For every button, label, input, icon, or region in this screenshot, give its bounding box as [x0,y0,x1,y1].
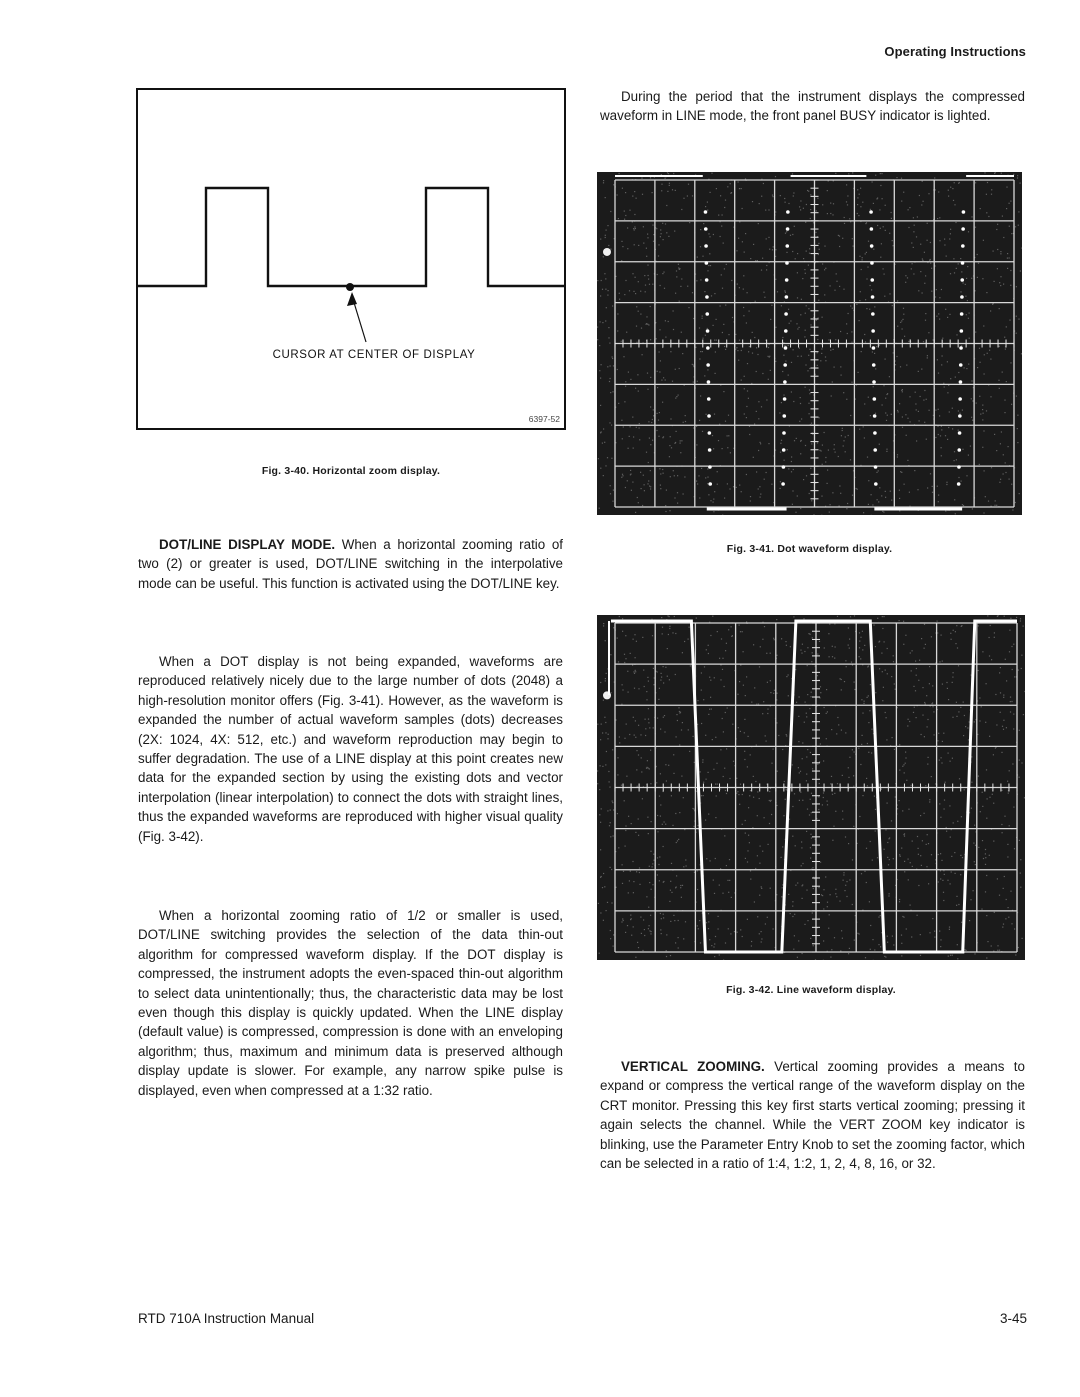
waveform-dot [871,312,875,316]
waveform-dot [959,346,963,350]
figure-caption-3-42: Fig. 3-42. Line waveform display. [726,984,896,996]
waveform-dot [873,448,877,452]
waveform-dot [958,431,962,435]
waveform-dot [705,312,709,316]
paragraph-text: Vertical zooming provides a means to expand or compress the vertical range of the waveform display on the CRT monitor. Pressing this key first starts vertical zooming; pressing it again selects the channel. While the VERT ZOOM key indicator is blinking, use the Parameter Entry Knob to set the zooming factor, which can be selected in a ratio of 1:4, 1:2, 1, 2, 4, 8, 16, or 32. [600,1059,1025,1172]
waveform-dot [957,448,961,452]
waveform-dot [961,261,965,265]
waveform-dot [708,431,712,435]
paragraph-text: When a DOT display is not being expanded, waveforms are reproduced relatively nicely due to the large number of dots (2048) a high-resolution monitor offers (Fig. 3-41). However, as the waveform is expanded the number of actual waveform samples (dots) decreases (2X: 1024, 4X: 512, etc.) and waveform reproduction may begin to suffer degradation. The use of a LINE display at this point creates new data for the expanded section by using the existing dots and vector interpolation (linear interpolation) to connect the dots with straight lines, thus the expanded waveforms are reproduced with higher visual quality (Fig. 3-42). [138,654,563,844]
paragraph-heading: DOT/LINE DISPLAY MODE. [159,537,336,552]
crt-photo-dot-waveform [597,172,1022,515]
cursor-dot [346,283,354,291]
waveform-dot [707,414,711,418]
waveform-dot [959,363,963,367]
waveform-dot [783,397,787,401]
waveform-dot [957,482,961,486]
waveform-dot [871,329,875,333]
waveform-dot [871,295,875,299]
crt41-ground-marker [603,248,611,256]
waveform-dot [783,363,787,367]
waveform-dot [958,414,962,418]
waveform-dot [958,397,962,401]
waveform-dot [960,312,964,316]
waveform-dot [873,414,877,418]
figure-caption-3-41: Fig. 3-41. Dot waveform display. [726,543,893,555]
pulse-waveform [137,188,565,286]
waveform-dot [957,465,961,469]
paragraph-compression [138,906,563,1100]
waveform-dot [785,261,789,265]
waveform-dot [785,278,789,282]
waveform-dot [782,431,786,435]
waveform-dot [705,261,709,265]
waveform-dot [784,346,788,350]
cursor-arrow-head [347,292,357,306]
waveform-dot [783,380,787,384]
waveform-dot [961,244,965,248]
waveform-dot [782,448,786,452]
waveform-dot [707,397,711,401]
waveform-dot [708,465,712,469]
waveform-dot [708,448,712,452]
paragraph-dot-display-expansion [138,652,563,846]
waveform-dot [873,431,877,435]
waveform-dot [960,295,964,299]
waveform-dot [784,312,788,316]
waveform-dot [785,244,789,248]
waveform-dot [870,227,874,231]
waveform-dot [870,261,874,265]
waveform-dot [872,380,876,384]
waveform-dot [704,210,708,214]
drawing-number: 6397-52 [528,414,560,424]
waveform-dot [785,295,789,299]
figure-caption-3-40: Fig. 3-40. Horizontal zoom display. [261,465,441,477]
waveform-dot [874,482,878,486]
waveform-dot [873,397,877,401]
waveform-dot [786,210,790,214]
waveform-dot [705,278,709,282]
waveform-dot [962,210,966,214]
footer-manual-title: RTD 710A Instruction Manual [138,1311,315,1326]
waveform-dot [706,329,710,333]
waveform-dot [706,363,710,367]
figure-horizontal-zoom-diagram [136,88,566,430]
page-number: 3-45 [999,1311,1027,1326]
figure-frame [137,89,565,429]
paragraph-vertical-zooming [600,1057,1025,1173]
paragraph-busy-indicator [600,87,1025,126]
waveform-dot [870,244,874,248]
waveform-dot [961,227,965,231]
waveform-dot [782,465,786,469]
paragraph-text: When a horizontal zooming ratio of two (2) or greater is used, DOT/LINE switching in the interpolative mode can be useful. This function is activated using the DOT/LINE key. [138,537,563,591]
waveform-dot [708,482,712,486]
waveform-dot [960,278,964,282]
running-head: Operating Instructions [884,44,1026,59]
paragraph-text: During the period that the instrument displays the compressed waveform in LINE mode, the front panel BUSY indicator is lighted. [600,89,1025,124]
waveform-dot [869,210,873,214]
waveform-dot [704,227,708,231]
waveform-dot [874,465,878,469]
paragraph-text: When a horizontal zooming ratio of 1/2 or smaller is used, DOT/LINE switching provides the selection of the data thin-out algorithm for compressed waveform display. If the DOT display is compressed, the instrument adopts the even-spaced thin-out algorithm to select data unintentionally; thus, the characteristic data may be lost even though this display is quickly updated. When the LINE display (default value) is compressed, compression is done with an enveloping algorithm; thus, maximum and minimum data is preserved although display update is slower. For example, any narrow spike pulse is displayed, even when compressed at a 1:32 ratio. [138,908,563,1098]
paragraph-heading: VERTICAL ZOOMING. [621,1059,765,1074]
waveform-dot [870,278,874,282]
cursor-annotation: CURSOR AT CENTER OF DISPLAY [272,349,476,361]
waveform-dot [784,329,788,333]
waveform-dot [960,329,964,333]
waveform-dot [704,244,708,248]
paragraph-dot-line-mode [138,535,563,593]
waveform-dot [872,346,876,350]
waveform-dot [782,414,786,418]
waveform-dot [705,295,709,299]
waveform-dot [959,380,963,384]
crt-photo-line-waveform [597,615,1025,960]
waveform-dot [872,363,876,367]
waveform-dot [706,346,710,350]
waveform-dot [786,227,790,231]
waveform-dot [707,380,711,384]
waveform-dot [781,482,785,486]
